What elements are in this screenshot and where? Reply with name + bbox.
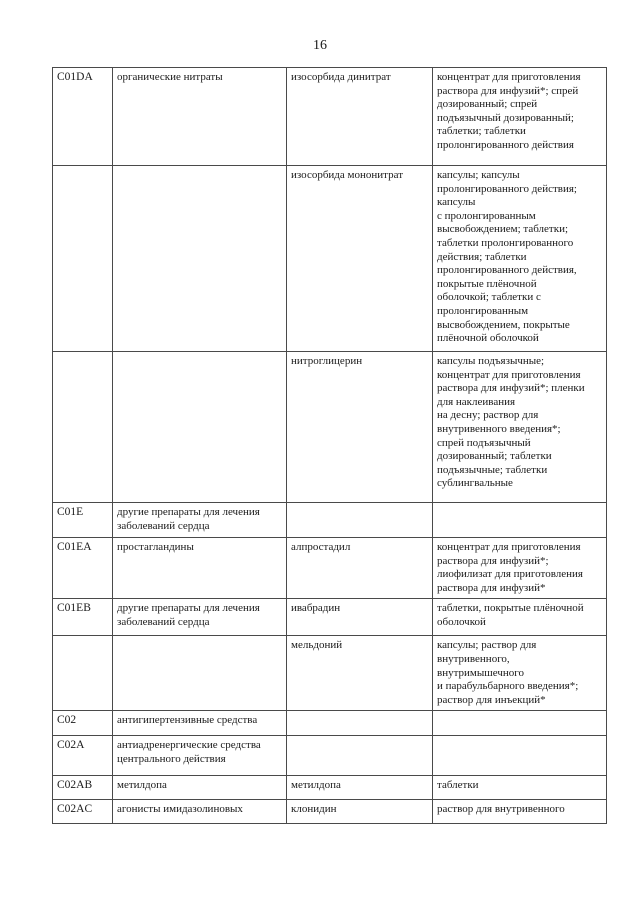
group-cell: органические нитраты: [113, 68, 287, 166]
group-cell: простагландины: [113, 538, 287, 599]
table-row: [53, 776, 607, 800]
dosage-form-line: таблетки, покрытые плёночной: [437, 602, 584, 615]
dosage-form-line: внутривенного,: [437, 652, 510, 665]
dosage-form-line: капсулы; раствор для: [437, 639, 537, 652]
group-cell: [113, 166, 287, 352]
group-cell: [113, 636, 287, 711]
inn-cell: мельдоний: [287, 636, 433, 711]
atc-code-cell: C01E: [53, 503, 113, 538]
dosage-form-line: раствора для инфузий*; спрей: [437, 84, 579, 97]
group-cell: [113, 352, 287, 503]
inn-cell: изосорбида мононитрат: [287, 166, 433, 352]
dosage-form-cell: [433, 503, 607, 538]
group-cell: метилдопа: [113, 776, 287, 800]
inn-cell: [287, 711, 433, 736]
dosage-form-line: раствора для инфузий*;: [437, 554, 549, 567]
inn-cell: [287, 736, 433, 776]
page-number: 16: [313, 38, 327, 53]
dosage-form-line: раствор для внутривенного: [437, 803, 565, 816]
dosage-form-line: для наклеивания: [437, 395, 516, 408]
dosage-form-cell: [433, 711, 607, 736]
dosage-form-line: концентрат для приготовления: [437, 71, 581, 83]
group-cell: другие препараты для лечения заболеваний сердца: [113, 599, 287, 636]
dosage-form-line: действия; таблетки: [437, 250, 527, 263]
atc-code-cell: C01EA: [53, 538, 113, 599]
dosage-form-cell: [433, 736, 607, 776]
dosage-form-line: концентрат для приготовления: [437, 541, 581, 553]
table-row: [53, 166, 607, 352]
dosage-form-line: раствор для инъекций*: [437, 693, 546, 706]
dosage-form-line: подъязычные; таблетки: [437, 463, 548, 476]
atc-code-cell: [53, 352, 113, 503]
dosage-form-line: раствора для инфузий*: [437, 581, 546, 594]
table-row: [53, 711, 607, 736]
atc-code-cell: C01EB: [53, 599, 113, 636]
table-row: [53, 736, 607, 776]
dosage-form-line: пролонгированного действия,: [437, 264, 577, 277]
dosage-form-line: пролонгированным: [437, 304, 529, 317]
dosage-form-line: спрей подъязычный: [437, 436, 531, 449]
dosage-form-line: высвобождением, покрытые: [437, 318, 570, 331]
dosage-form-line: и парабульбарного введения*;: [437, 680, 579, 693]
dosage-form-cell: [433, 68, 607, 166]
dosage-form-line: пролонгированного действия;: [437, 182, 577, 195]
dosage-form-line: таблетки пролонгированного: [437, 236, 574, 249]
dosage-form-line: капсулы; капсулы: [437, 169, 520, 181]
inn-cell: ивабрадин: [287, 599, 433, 636]
inn-cell: клонидин: [287, 800, 433, 824]
group-cell: антигипертензивные средства: [113, 711, 287, 736]
atc-code-cell: [53, 166, 113, 352]
dosage-form-line: раствора для инфузий*; пленки: [437, 382, 585, 395]
drug-table: [52, 67, 607, 824]
table-row: [53, 538, 607, 599]
dosage-form-line: дозированный; таблетки: [437, 450, 552, 463]
inn-cell: изосорбида динитрат: [287, 68, 433, 166]
dosage-form-cell: [433, 800, 607, 824]
table-row: [53, 503, 607, 538]
inn-cell: метилдопа: [287, 776, 433, 800]
dosage-form-line: оболочкой: [437, 615, 486, 628]
group-cell: другие препараты для лечения заболеваний сердца: [113, 503, 287, 538]
dosage-form-line: с пролонгированным: [437, 209, 536, 222]
atc-code-cell: C02A: [53, 736, 113, 776]
dosage-form-line: покрытые плёночной: [437, 277, 537, 290]
dosage-form-line: оболочкой; таблетки с: [437, 291, 541, 304]
table-row: [53, 599, 607, 636]
dosage-form-line: на десну; раствор для: [437, 409, 539, 422]
dosage-form-line: дозированный; спрей: [437, 98, 538, 111]
dosage-form-line: концентрат для приготовления: [437, 368, 581, 381]
dosage-form-cell: [433, 538, 607, 599]
table-row: [53, 636, 607, 711]
dosage-form-cell: [433, 599, 607, 636]
dosage-form-line: таблетки: [437, 779, 479, 792]
dosage-form-line: внутримышечного: [437, 666, 524, 679]
dosage-form-line: сублингвальные: [437, 477, 513, 490]
atc-code-cell: [53, 636, 113, 711]
table-row: [53, 800, 607, 824]
dosage-form-line: капсулы подъязычные;: [437, 355, 545, 367]
dosage-form-cell: [433, 166, 607, 352]
dosage-form-cell: [433, 636, 607, 711]
group-cell: агонисты имидазолиновых: [113, 800, 287, 824]
table-row: [53, 68, 607, 166]
dosage-form-line: высвобождением; таблетки;: [437, 223, 569, 236]
table-row: [53, 352, 607, 503]
dosage-form-line: плёночной оболочкой: [437, 332, 539, 345]
dosage-form-line: лиофилизат для приготовления: [437, 568, 583, 581]
dosage-form-line: подъязычный дозированный;: [437, 111, 574, 124]
atc-code-cell: C01DA: [53, 68, 113, 166]
inn-cell: [287, 503, 433, 538]
group-cell: антиадренергические средства центрального действия: [113, 736, 287, 776]
dosage-form-line: капсулы: [437, 196, 476, 209]
dosage-form-line: пролонгированного действия: [437, 138, 574, 151]
dosage-form-line: внутривенного введения*;: [437, 422, 561, 435]
atc-code-cell: C02: [53, 711, 113, 736]
inn-cell: нитроглицерин: [287, 352, 433, 503]
dosage-form-cell: [433, 776, 607, 800]
dosage-form-line: таблетки; таблетки: [437, 125, 526, 138]
atc-code-cell: C02AC: [53, 800, 113, 824]
inn-cell: алпростадил: [287, 538, 433, 599]
dosage-form-cell: [433, 352, 607, 503]
atc-code-cell: C02AB: [53, 776, 113, 800]
